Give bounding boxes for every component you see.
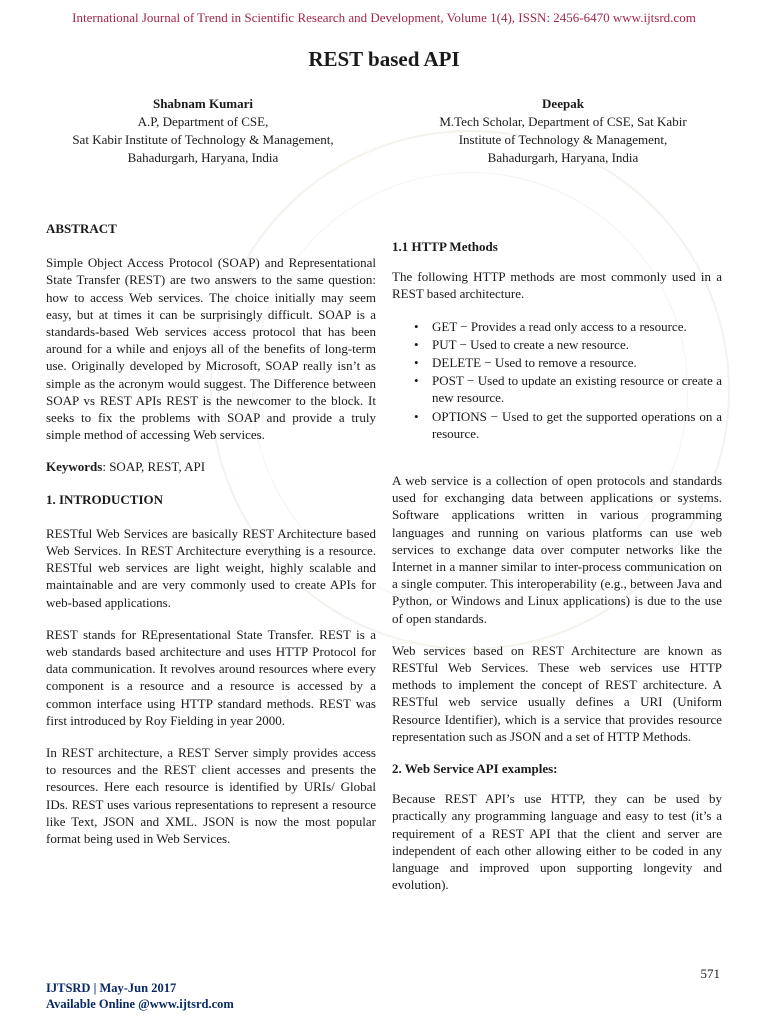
footer-issue: IJTSRD | May-Jun 2017 [46,981,177,995]
keywords-text: : SOAP, REST, API [102,459,206,475]
paper-title: REST based API [308,47,460,71]
list-item: • POST − Used to update an existing resource or create a new resource. [410,372,722,406]
http-methods-heading: 1.1 HTTP Methods [392,239,498,254]
author-name: Deepak [542,96,584,111]
keywords-label: Keywords [46,459,103,475]
author-block-1 [45,95,361,167]
introduction-paragraph: RESTful Web Services are basically REST Architecture based Web Services. In REST Architecture everything is a resource. RESTful web services are light weight, highly scalable and maintainable and are very commonly used to create APIs for web-based applications. [46,525,376,610]
author-block-2 [404,95,722,167]
introduction-paragraph: REST stands for REpresentational State Transfer. REST is a web standards based architecture and uses HTTP Protocol for data communication. It revolves around resources where every component is a resource and a resource is accessed by a common interface using HTTP standard methods. REST was first introduced by Roy Fielding in year 2000. [46,626,376,728]
abstract-text: Simple Object Access Protocol (SOAP) and Representational State Transfer (REST) are two answers to the same question: how to access Web services. The choice initially may seem easy, but at times it can be surprisingly difficult. SOAP is a standards-based Web services access protocol that has been around for a while and enjoys all of the benefits of long-term use. Originally developed by Microsoft, SOAP really isn’t as simple as the acronym would suggest. The Difference between SOAP vs REST APIs REST is the newcomer to the block. It seeks to fix the problems with SOAP and provide a truly simple method of accessing Web services. [46,255,376,443]
page-number: 571 [700,966,720,981]
api-examples-heading: 2. Web Service API examples: [392,761,558,777]
http-methods-list [410,318,722,442]
list-item: • DELETE − Used to remove a resource. [410,354,722,371]
introduction-heading: 1. INTRODUCTION [46,491,164,507]
list-item: • PUT − Used to create a new resource. [410,336,722,353]
web-service-paragraph: Web services based on REST Architecture are known as RESTful Web Services. These web services use HTTP methods to implement the concept of REST architecture. A RESTful web service usually defines a URI (Uniform Resource Identifier), which is a service that provides resource representation such as JSON and a set of HTTP Methods. [392,642,722,744]
author-affiliation-line: Bahadurgarh, Haryana, India [127,150,279,165]
author-affiliation-line: Institute of Technology & Management, [458,132,668,147]
author-affiliation-line: A.P, Department of CSE, [137,114,269,129]
introduction-paragraph: In REST architecture, a REST Server simply provides access to resources and the REST client accesses and presents the resources. Here each resource is identified by URIs/ Global IDs. REST uses various representations to represent a resource like Text, JSON and XML. JSON is now the most popular format being used in Web Services. [46,745,376,847]
list-item: • OPTIONS − Used to get the supported operations on a resource. [410,408,722,442]
author-affiliation-line: Bahadurgarh, Haryana, India [487,150,639,165]
right-column [392,238,722,909]
author-affiliation-line: M.Tech Scholar, Department of CSE, Sat Kabir [439,114,687,129]
author-affiliation-line: Sat Kabir Institute of Technology & Management, [72,132,334,147]
left-column [46,220,376,862]
footer [46,980,234,1012]
web-service-paragraph: A web service is a collection of open protocols and standards used for exchanging data between applications or systems. Software applications written in various programming languages and running on various platforms can use web services to exchange data over computer networks like the Internet in a manner similar to inter-process communication on a single computer. This interoperability (e.g., between Java and Python, or Windows and Linux applications) is due to the use of open standards. [392,473,722,626]
keywords [46,458,376,475]
http-methods-intro: The following HTTP methods are most commonly used in a REST based architecture. [392,269,722,302]
journal-header: International Journal of Trend in Scientific Research and Development, Volume 1(4), ISSN: 2456-6470 www.ijtsrd.com [72,10,696,25]
api-examples-text: Because REST API’s use HTTP, they can be used by practically any programming language and easy to test (it’s a requirement of a REST API that the client and server are independent of each other allowing either to be coded in any language and improved upon supporting longevity and evolution). [392,791,722,893]
abstract-heading: ABSTRACT [46,221,117,236]
list-item: • GET − Provides a read only access to a resource. [410,318,722,335]
author-name: Shabnam Kumari [152,96,254,111]
footer-website: Available Online @www.ijtsrd.com [46,997,234,1011]
